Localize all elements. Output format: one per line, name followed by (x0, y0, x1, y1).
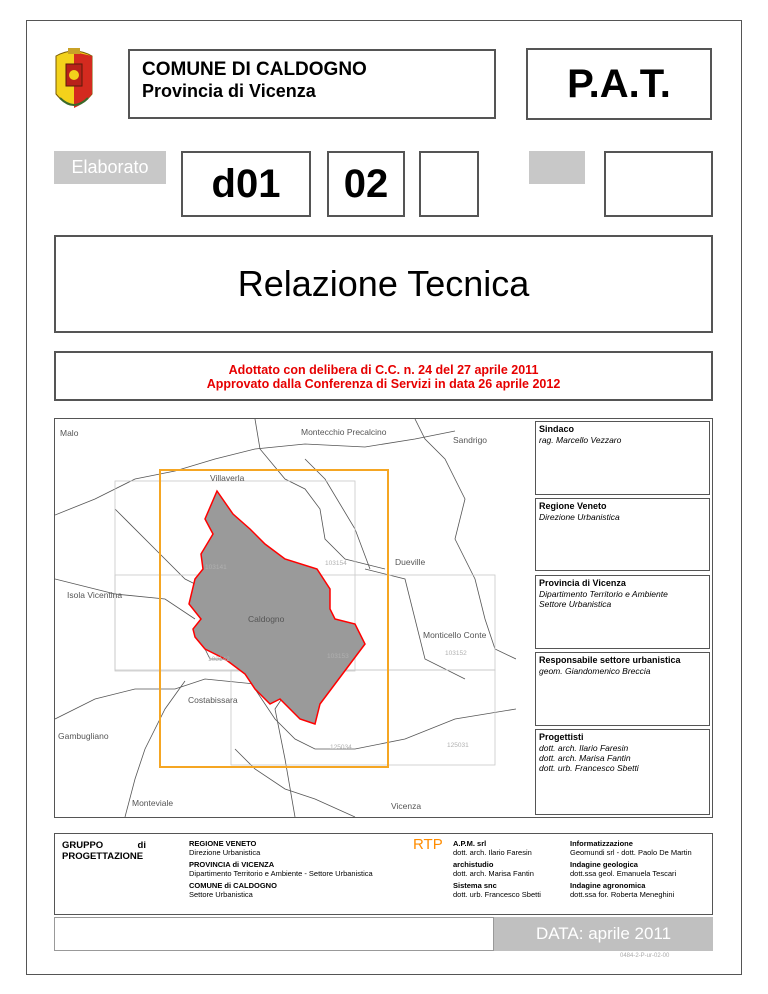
tile-125031: 125031 (447, 742, 469, 749)
place-malo: Malo (60, 428, 79, 438)
elaborato-label: Elaborato (54, 151, 166, 184)
place-gambugliano: Gambugliano (58, 731, 109, 741)
group-word: GRUPPO (62, 840, 104, 851)
place-sandrigo: Sandrigo (453, 435, 488, 445)
body-dept: Dipartimento Territorio e Ambiente - Settore Urbanistica (189, 869, 373, 878)
tile-103152: 103152 (445, 650, 467, 657)
body-dept: Settore Urbanistica (189, 890, 253, 899)
info-heading: Provincia di Vicenza (539, 578, 626, 588)
blank-box-right (604, 151, 713, 217)
body-dept: Direzione Urbanistica (189, 848, 261, 857)
di-word: di (137, 840, 146, 851)
rtp-label: RTP (413, 836, 443, 853)
info-line: rag. Marcello Vezzaro (539, 435, 622, 445)
elaborato-code: d01 (181, 151, 311, 217)
info-line: geom. Giandomenico Breccia (539, 666, 651, 676)
place-caldogno: Caldogno (248, 614, 285, 624)
place-vicenza: Vicenza (391, 801, 422, 811)
place-dueville: Dueville (395, 557, 426, 567)
info-line: dott. urb. Francesco Sbetti (539, 763, 639, 773)
place-isola-vicentina: Isola Vicentina (67, 590, 123, 600)
info-line: dott. arch. Ilario Faresin (539, 743, 629, 753)
tile-103153: 103153 (327, 653, 349, 660)
consultant-role: Indagine geologica (570, 860, 638, 869)
firms-list (453, 839, 563, 899)
caldogno-territory (189, 491, 365, 724)
approval-line-2: Approvato dalla Conferenza di Servizi in data 26 aprile 2012 (206, 377, 561, 391)
file-code: 0484-2-P-ur-02-00 (620, 953, 670, 959)
tile-103141: 103141 (205, 564, 227, 571)
tile-103142: 103142 (208, 656, 230, 663)
design-group-label (62, 840, 152, 862)
province-name: Provincia di Vicenza (142, 81, 316, 101)
info-heading: Regione Veneto (539, 501, 607, 511)
info-responsabile (535, 652, 710, 726)
firm-name: archistudio (453, 860, 494, 869)
tile-125034: 125034 (330, 744, 352, 751)
info-provincia (535, 575, 710, 649)
firm-name: Sistema snc (453, 881, 497, 890)
municipality-box (128, 49, 496, 119)
info-sindaco (535, 421, 710, 495)
territory-map (55, 419, 516, 817)
info-heading: Responsabile settore urbanistica (539, 655, 681, 665)
place-costabissara: Costabissara (188, 695, 238, 705)
place-villaverla: Villaverla (210, 473, 245, 483)
elaborato-number: 02 (327, 151, 405, 217)
grey-tab (529, 151, 585, 184)
place-monticello-conte: Monticello Conte (423, 630, 487, 640)
consultant-person: dott.ssa geol. Emanuela Tescari (570, 869, 677, 878)
info-line: Direzione Urbanistica (539, 512, 620, 522)
info-heading: Sindaco (539, 424, 575, 434)
info-line: dott. arch. Marisa Fantin (539, 753, 631, 763)
info-line: Settore Urbanistica (539, 599, 612, 609)
body-name: PROVINCIA di VICENZA (189, 860, 275, 869)
tile-103154: 103154 (325, 560, 347, 567)
body-name: REGIONE VENETO (189, 839, 257, 848)
info-heading: Progettisti (539, 732, 584, 742)
consultant-role: Informatizzazione (570, 839, 633, 848)
consultant-person: Geomundi srl - dott. Paolo De Martin (570, 848, 692, 857)
document-type: P.A.T. (526, 48, 712, 120)
consultant-person: dott.ssa for. Roberta Meneghini (570, 890, 675, 899)
place-monteviale: Monteviale (132, 798, 174, 808)
info-regione (535, 498, 710, 571)
body-name: COMUNE di CALDOGNO (189, 881, 277, 890)
firm-person: dott. arch. Ilario Faresin (453, 848, 532, 857)
date-label: DATA: aprile 2011 (494, 917, 713, 951)
info-progettisti (535, 729, 710, 815)
firm-name: A.P.M. srl (453, 839, 487, 848)
firm-person: dott. arch. Marisa Fantin (453, 869, 534, 878)
consultant-role: Indagine agronomica (570, 881, 646, 890)
coat-of-arms-logo (52, 46, 96, 116)
public-bodies (189, 839, 409, 899)
approval-box (54, 351, 713, 401)
document-title: Relazione Tecnica (54, 235, 713, 333)
municipality-name: COMUNE DI CALDOGNO (142, 59, 367, 80)
firm-person: dott. urb. Francesco Sbetti (453, 890, 541, 899)
approval-line-1: Adottato con delibera di C.C. n. 24 del 27 aprile 2011 (228, 363, 539, 377)
group-line-2: PROGETTAZIONE (62, 851, 144, 862)
elaborato-blank-box (419, 151, 479, 217)
date-blank-box (54, 917, 494, 951)
info-line: Dipartimento Territorio e Ambiente (539, 589, 668, 599)
place-montecchio: Montecchio Precalcino (301, 427, 387, 437)
consultants-list (570, 839, 710, 899)
